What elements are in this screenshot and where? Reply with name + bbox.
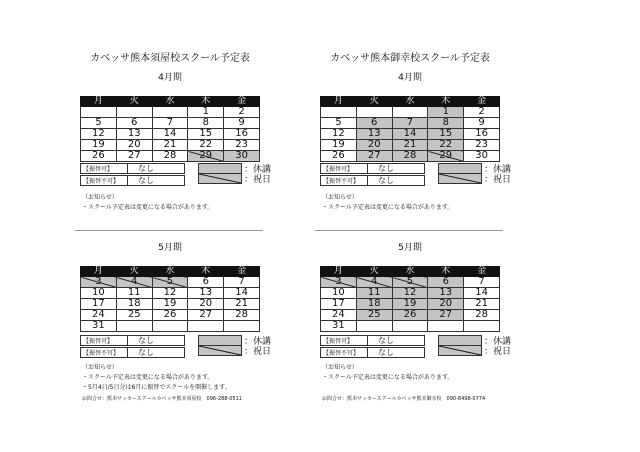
day-cell: 12 bbox=[392, 288, 428, 299]
week-row bbox=[81, 151, 260, 162]
day-cell: 5 bbox=[152, 277, 188, 288]
day-cell: 19 bbox=[392, 299, 428, 310]
contact-info: お問合せ：熊本サッカースクールカベッサ熊本御幸校 090-8498-0774 bbox=[322, 396, 486, 402]
day-cell: 16 bbox=[224, 129, 260, 140]
day-cell: 6 bbox=[188, 277, 224, 288]
day-cell: 28 bbox=[464, 310, 500, 321]
day-cell: 9 bbox=[224, 118, 260, 129]
day-cell: 6 bbox=[116, 118, 152, 129]
day-cell: 1 bbox=[188, 107, 224, 118]
day-cell: 17 bbox=[81, 299, 117, 310]
legend-transfer-ng-value: なし bbox=[368, 175, 425, 186]
week-row bbox=[321, 299, 500, 310]
notice-item: ・スクール予定表は変更になる場合があります。 bbox=[322, 374, 454, 381]
day-cell: 9 bbox=[464, 118, 500, 129]
month-title-wrap bbox=[320, 73, 500, 84]
day-cell bbox=[464, 321, 500, 332]
calendar-grid bbox=[320, 266, 500, 332]
legend-transfer-ng-value: なし bbox=[128, 347, 185, 358]
week-row bbox=[321, 310, 500, 321]
legend-transfer-ok-label: 【振替可】 bbox=[320, 335, 368, 346]
week-row bbox=[321, 151, 500, 162]
day-cell: 22 bbox=[428, 140, 464, 151]
day-cell bbox=[356, 321, 392, 332]
day-cell: 26 bbox=[321, 151, 357, 162]
day-cell: 8 bbox=[188, 118, 224, 129]
week-row bbox=[81, 277, 260, 288]
day-cell: 7 bbox=[464, 277, 500, 288]
day-cell: 3 bbox=[81, 277, 117, 288]
day-cell: 7 bbox=[152, 118, 188, 129]
day-cell: 11 bbox=[356, 288, 392, 299]
day-cell: 27 bbox=[116, 151, 152, 162]
day-cell: 28 bbox=[152, 151, 188, 162]
day-cell: 14 bbox=[152, 129, 188, 140]
month-title-wrap bbox=[80, 73, 260, 84]
weekday-header: 火 bbox=[356, 267, 392, 277]
day-cell: 26 bbox=[152, 310, 188, 321]
legend-transfer-ok-label: 【振替可】 bbox=[80, 335, 128, 346]
legend bbox=[320, 335, 425, 359]
day-cell: 25 bbox=[116, 310, 152, 321]
day-cell: 12 bbox=[321, 129, 357, 140]
day-cell bbox=[81, 107, 117, 118]
week-row bbox=[81, 107, 260, 118]
calendar-table bbox=[320, 266, 500, 332]
day-cell: 5 bbox=[321, 118, 357, 129]
week-row bbox=[81, 140, 260, 151]
day-cell: 18 bbox=[116, 299, 152, 310]
holiday-swatch bbox=[438, 345, 482, 356]
legend-transfer-ok-label: 【振替可】 bbox=[80, 163, 128, 174]
closed-label: ：休講 bbox=[244, 165, 272, 175]
day-cell: 28 bbox=[392, 151, 428, 162]
day-cell: 23 bbox=[464, 140, 500, 151]
day-cell: 5 bbox=[81, 118, 117, 129]
week-row bbox=[321, 118, 500, 129]
day-cell: 30 bbox=[464, 151, 500, 162]
holiday-label: ：祝日 bbox=[484, 175, 512, 185]
calendar-grid bbox=[80, 266, 260, 332]
day-cell: 14 bbox=[224, 288, 260, 299]
day-cell bbox=[152, 107, 188, 118]
month-title: 5月期 bbox=[398, 243, 422, 253]
day-cell: 21 bbox=[152, 140, 188, 151]
day-cell bbox=[428, 321, 464, 332]
day-cell: 13 bbox=[428, 288, 464, 299]
day-cell: 31 bbox=[321, 321, 357, 332]
week-row bbox=[321, 277, 500, 288]
day-cell bbox=[224, 321, 260, 332]
contact-info: お問合せ：熊本サッカースクールカベッサ熊本須屋校 096-288-0511 bbox=[82, 396, 242, 402]
notice-block bbox=[322, 363, 453, 383]
calendar-table bbox=[80, 96, 260, 162]
weekday-header: 月 bbox=[321, 97, 357, 107]
day-cell: 13 bbox=[188, 288, 224, 299]
legend-transfer-ok-value: なし bbox=[128, 335, 185, 346]
day-cell: 2 bbox=[224, 107, 260, 118]
closed-label: ：休講 bbox=[244, 337, 272, 347]
weekday-header: 火 bbox=[356, 97, 392, 107]
day-cell: 14 bbox=[392, 129, 428, 140]
day-cell: 8 bbox=[428, 118, 464, 129]
day-cell: 13 bbox=[356, 129, 392, 140]
day-cell bbox=[321, 107, 357, 118]
day-cell bbox=[392, 107, 428, 118]
notice-heading: （お知らせ） bbox=[82, 364, 118, 371]
day-cell: 3 bbox=[321, 277, 357, 288]
week-row bbox=[81, 321, 260, 332]
day-cell: 10 bbox=[321, 288, 357, 299]
week-row bbox=[321, 129, 500, 140]
day-cell bbox=[188, 321, 224, 332]
holiday-label: ：祝日 bbox=[484, 347, 512, 357]
notice-item: ・スクール予定表は変更になる場合があります。 bbox=[322, 204, 454, 211]
legend bbox=[80, 335, 185, 359]
day-cell: 20 bbox=[428, 299, 464, 310]
legend-transfer-ng-label: 【振替不可】 bbox=[80, 347, 128, 358]
month-title-wrap bbox=[320, 243, 500, 254]
weekday-header: 水 bbox=[392, 97, 428, 107]
day-cell: 4 bbox=[356, 277, 392, 288]
day-cell: 24 bbox=[81, 310, 117, 321]
holiday-swatch bbox=[198, 173, 242, 184]
day-cell: 19 bbox=[152, 299, 188, 310]
day-cell: 17 bbox=[321, 299, 357, 310]
calendar-grid bbox=[320, 96, 500, 162]
day-cell: 4 bbox=[116, 277, 152, 288]
week-row bbox=[81, 299, 260, 310]
day-cell: 7 bbox=[392, 118, 428, 129]
legend-transfer-ok-value: なし bbox=[368, 335, 425, 346]
day-cell: 16 bbox=[464, 129, 500, 140]
legend bbox=[80, 163, 185, 187]
notice-heading: （お知らせ） bbox=[322, 364, 358, 371]
closed-label: ：休講 bbox=[484, 337, 512, 347]
week-row bbox=[321, 107, 500, 118]
month-title: 4月期 bbox=[158, 73, 182, 83]
calendar-table bbox=[320, 96, 500, 162]
day-cell: 27 bbox=[428, 310, 464, 321]
day-cell: 20 bbox=[116, 140, 152, 151]
closed-label: ：休講 bbox=[484, 165, 512, 175]
notice-heading: （お知らせ） bbox=[82, 194, 118, 201]
holiday-label: ：祝日 bbox=[244, 347, 272, 357]
legend-transfer-ng-label: 【振替不可】 bbox=[320, 175, 368, 186]
weekday-header: 水 bbox=[152, 267, 188, 277]
legend-transfer-ng-value: なし bbox=[368, 347, 425, 358]
day-cell: 1 bbox=[428, 107, 464, 118]
notice-block bbox=[82, 363, 231, 393]
notice-item: ・5月4日/5日分は6月に振替でスクールを開催します。 bbox=[82, 384, 231, 391]
day-cell: 22 bbox=[188, 140, 224, 151]
day-cell: 29 bbox=[188, 151, 224, 162]
weekday-header: 木 bbox=[188, 97, 224, 107]
day-cell: 19 bbox=[321, 140, 357, 151]
day-cell: 12 bbox=[152, 288, 188, 299]
school-title: カベッサ熊本御幸校スクール予定表 bbox=[330, 53, 490, 64]
day-cell bbox=[116, 107, 152, 118]
week-row bbox=[321, 288, 500, 299]
legend-transfer-ng-value: なし bbox=[128, 175, 185, 186]
day-cell: 30 bbox=[224, 151, 260, 162]
holiday-label: ：祝日 bbox=[244, 175, 272, 185]
weekday-header: 火 bbox=[116, 97, 152, 107]
day-cell: 26 bbox=[392, 310, 428, 321]
school-title-wrap bbox=[80, 53, 260, 65]
month-title-wrap bbox=[80, 243, 260, 254]
day-cell: 29 bbox=[428, 151, 464, 162]
week-row bbox=[81, 118, 260, 129]
notice-heading: （お知らせ） bbox=[322, 194, 358, 201]
day-cell bbox=[152, 321, 188, 332]
day-cell: 15 bbox=[188, 129, 224, 140]
day-cell: 15 bbox=[428, 129, 464, 140]
day-cell: 31 bbox=[81, 321, 117, 332]
divider bbox=[315, 230, 503, 231]
day-cell: 26 bbox=[81, 151, 117, 162]
calendar-table bbox=[80, 266, 260, 332]
day-cell: 6 bbox=[428, 277, 464, 288]
legend-transfer-ng-label: 【振替不可】 bbox=[320, 347, 368, 358]
day-cell: 20 bbox=[356, 140, 392, 151]
day-cell: 6 bbox=[356, 118, 392, 129]
day-cell: 21 bbox=[392, 140, 428, 151]
day-cell: 21 bbox=[224, 299, 260, 310]
weekday-header: 金 bbox=[224, 267, 260, 277]
day-cell bbox=[392, 321, 428, 332]
holiday-swatch bbox=[198, 345, 242, 356]
week-row bbox=[81, 129, 260, 140]
weekday-header: 火 bbox=[116, 267, 152, 277]
day-cell: 5 bbox=[392, 277, 428, 288]
day-cell: 20 bbox=[188, 299, 224, 310]
day-cell: 27 bbox=[188, 310, 224, 321]
month-title: 5月期 bbox=[158, 243, 182, 253]
weekday-header: 月 bbox=[321, 267, 357, 277]
day-cell: 27 bbox=[356, 151, 392, 162]
notice-item: ・スクール予定表は変更になる場合があります。 bbox=[82, 374, 214, 381]
weekday-header: 水 bbox=[152, 97, 188, 107]
day-cell: 12 bbox=[81, 129, 117, 140]
weekday-header: 金 bbox=[464, 267, 500, 277]
calendar-grid bbox=[80, 96, 260, 162]
day-cell: 21 bbox=[464, 299, 500, 310]
legend-transfer-ng-label: 【振替不可】 bbox=[80, 175, 128, 186]
day-cell: 10 bbox=[81, 288, 117, 299]
day-cell: 14 bbox=[464, 288, 500, 299]
week-row bbox=[321, 140, 500, 151]
notice-block bbox=[82, 193, 213, 213]
legend-transfer-ok-value: なし bbox=[368, 163, 425, 174]
notice-item: ・スクール予定表は変更になる場合があります。 bbox=[82, 204, 214, 211]
day-cell: 19 bbox=[81, 140, 117, 151]
day-cell: 18 bbox=[356, 299, 392, 310]
week-row bbox=[321, 321, 500, 332]
legend-transfer-ok-label: 【振替可】 bbox=[320, 163, 368, 174]
weekday-header: 水 bbox=[392, 267, 428, 277]
weekday-header: 月 bbox=[81, 97, 117, 107]
day-cell bbox=[116, 321, 152, 332]
day-cell: 13 bbox=[116, 129, 152, 140]
weekday-header: 月 bbox=[81, 267, 117, 277]
week-row bbox=[81, 310, 260, 321]
weekday-header: 金 bbox=[464, 97, 500, 107]
divider bbox=[75, 230, 263, 231]
day-cell: 11 bbox=[116, 288, 152, 299]
school-title: カベッサ熊本須屋校スクール予定表 bbox=[90, 53, 250, 64]
weekday-header: 金 bbox=[224, 97, 260, 107]
week-row bbox=[81, 288, 260, 299]
weekday-header: 木 bbox=[188, 267, 224, 277]
weekday-header: 木 bbox=[428, 267, 464, 277]
legend-transfer-ok-value: なし bbox=[128, 163, 185, 174]
school-title-wrap bbox=[320, 53, 500, 65]
day-cell: 25 bbox=[356, 310, 392, 321]
weekday-header: 木 bbox=[428, 97, 464, 107]
day-cell bbox=[356, 107, 392, 118]
day-cell: 28 bbox=[224, 310, 260, 321]
day-cell: 24 bbox=[321, 310, 357, 321]
day-cell: 2 bbox=[464, 107, 500, 118]
day-cell: 23 bbox=[224, 140, 260, 151]
holiday-swatch bbox=[438, 173, 482, 184]
day-cell: 7 bbox=[224, 277, 260, 288]
legend bbox=[320, 163, 425, 187]
notice-block bbox=[322, 193, 453, 213]
month-title: 4月期 bbox=[398, 73, 422, 83]
